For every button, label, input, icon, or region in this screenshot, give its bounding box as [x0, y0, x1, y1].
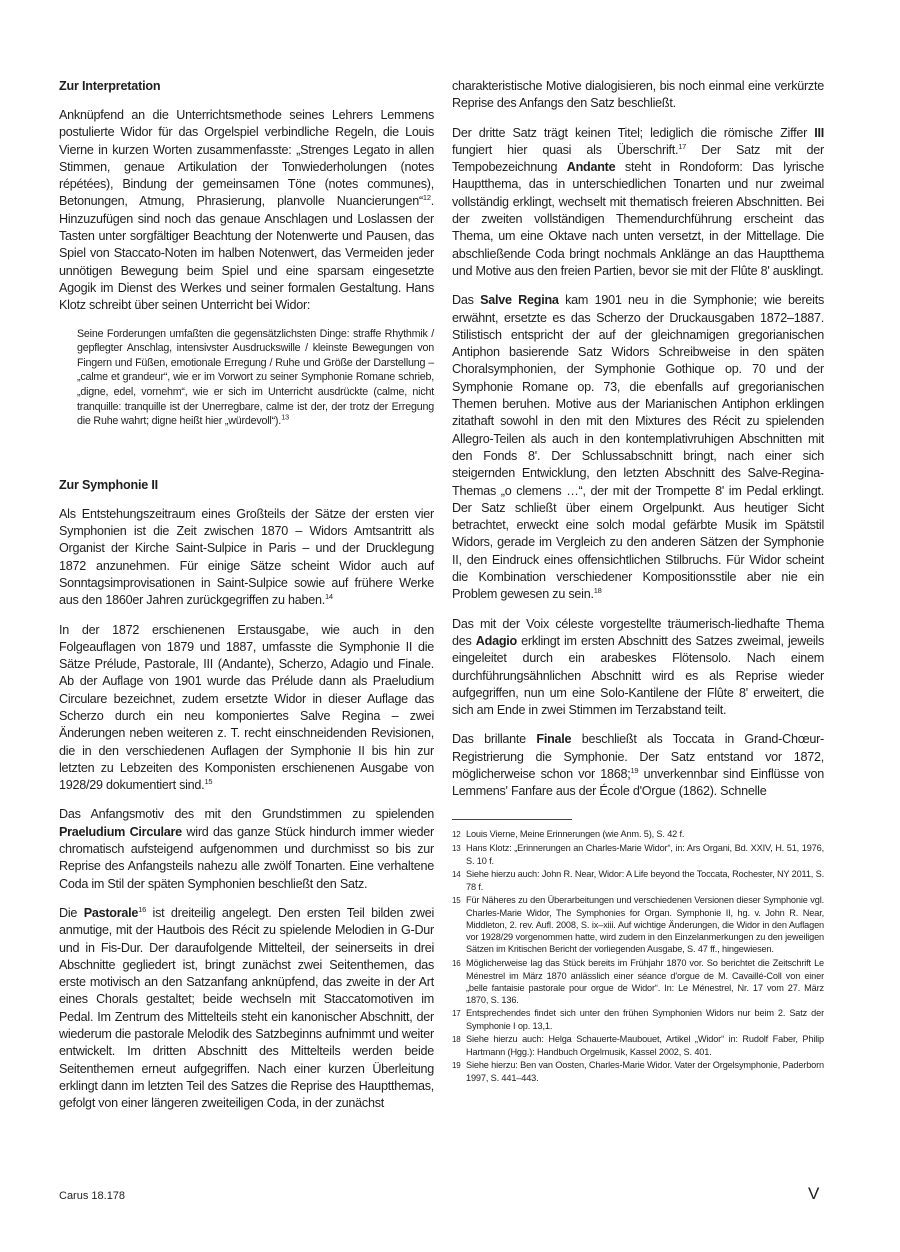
movement-title: Finale — [536, 732, 572, 747]
quote-text: Seine Forderungen umfaßten die gegensätzlichsten Dinge: straffe Rhythmik / gepflegter Anschlag, intensivster Ausdruckswille / kleinste Bewegungen von Fingern und Füßen, emotionale Erregung / Ruhe und Größe der Darstellung – „calme et grandeur“, wie er im Vorwort zu seiner Symphonie Romane schrieb, „digne, edel, vornehm“, wie er sich im Unterricht ausdrückte (calme, nicht tranquille: tranquille ist der Unerregbare, calme ist der, der trotz der Erregung die Ruhe wahrt; digne heißt hier „würdevoll“). — [77, 327, 434, 428]
paragraph-text: In der 1872 erschienenen Erstausgabe, wie auch in den Folgeauflagen von 1879 und 1887, umfasste die Symphonie II die Sätze Prélude, Pastorale, III (Andante), Scherzo, Adagio und Finale. Ab der Auflage von 1901 wurde das Prélude dann als Praeludium Circulare bezeichnet, zudem ersetzte Widor in dieser Auflage das Scherzo durch ein neu komponiertes Salve Regina – zwei Änderungen neben weiteren z. T. recht einschneidenden Revisionen, die in den verschiedenen Auflagen der Symphonie II bis hin zur letzten zu Lebzeiten des Komponisten erschienenen Ausgabe von 1928/29 dokumentiert sind. — [59, 622, 434, 793]
footnote-number: 13 — [452, 843, 461, 853]
paragraph-erstausgabe — [59, 622, 434, 795]
footnote-text: Für Näheres zu den Überarbeitungen und verschiedenen Versionen dieser Symphonie vgl. Charles-Marie Widor, The Symphonies for Organ. Symphonie II, hg. v. John R. Near, Middleton, 2. rev. Aufl. 2008, S. ix–xiii. Auf wichtige Änderungen, die Widor in den Auflagen vor 1928/29 vorgenommen hatte, wird zudem in den Einzelanmerkungen zu den jeweiligen Sätzen im Kritischen Bericht der vorliegenden Ausgabe, S. 47 ff., hingewiesen. — [466, 895, 824, 955]
footnote-ref[interactable]: 12 — [422, 193, 431, 203]
footnote-ref[interactable]: 18 — [593, 586, 602, 596]
movement-title: Andante — [566, 160, 616, 175]
paragraph-text: kam 1901 neu in die Symphonie; wie bereits erwähnt, ersetzte es das Scherzo der Druckausgaben 1872–1887. Stilistisch entspricht der auf der gleichnamigen gregorianischen Antiphon basierende Satz Widors Schreibweise in den späten Choralsymphonien, der Symphonie Gothique op. 70 und der Symphonie Romane op. 73, die ebenfalls auf gregorianischen Themen beruhen. Motive aus der Marianischen Antiphon erklingen zitathaft sowohl in den mit den Mixtures des Récit zu spielenden Allegro-Teilen als auch in den kontemplativruhigen Abschnitten mit den Fonds 8'. Der Schlussabschnitt bringt, nach einer sich steigernden Entwicklung, den letzten Abschnitt des Salve-Regina-Themas „o clemens …“, der mit der Trompette 8' im Pedal erklingt. Der Satz schließt über einem Orgelpunkt. Aus heutiger Sicht betrachtet, erweckt eine solch modal gefärbte Musik im Spätstil Widors, gerade im Vergleich zu den anderen Sätzen der Symphonie II, den Eindruck eines offensichtlichen Stilbruchs. Für Widor scheint die Kombination verschiedener Kompositionsstile aber nie ein Problem gewesen zu sein. — [452, 293, 824, 602]
section-gap — [59, 441, 434, 477]
footnote-text: Siehe hierzu auch: Helga Schauerte-Maubouet, Artikel „Widor“ in: Rudolf Faber, Philip Hartmann (Hgg.): Handbuch Orgelmusik, Kassel 2002, S. 401. — [466, 1034, 824, 1058]
footnote-item — [452, 1059, 824, 1084]
footnote-item — [452, 957, 824, 1006]
heading-symphonie: Zur Symphonie II — [59, 477, 158, 492]
footnote-number: 18 — [452, 1035, 461, 1045]
movement-title: Adagio — [475, 633, 517, 648]
movement-title: Salve Regina — [480, 293, 559, 308]
right-column — [452, 78, 824, 1085]
paragraph-text: fungiert hier quasi als Überschrift. — [452, 142, 679, 157]
footnote-item — [452, 868, 824, 893]
page-number: V — [808, 1184, 820, 1203]
paragraph-text: steht in Rondoform: Das lyrische Hauptthema, das in unterschiedlichen Tonarten und nur zweimal vollständig erklingt, wechselt mit thematisch freieren Abschnitten. Bei der zweiten vollständigen Themendurchführung erscheint das Thema, um eine Oktave nach unten versetzt, in der Mittellage. Die abschließende Coda bringt nochmals Anklänge an das Hauptthema und Motive aus den freien Partien, bevor sie mit der Flûte 8' ausklingt. — [452, 160, 824, 278]
paragraph-salve-regina — [452, 292, 824, 603]
paragraph-praeludium — [59, 806, 434, 892]
paragraph-text: beschließt als Toccata in Grand-Chœur-Registrierung die Symphonie. Der Satz entstand vor 1872, möglicherweise schon vor 1868; — [452, 732, 824, 781]
footnote-text: Louis Vierne, Meine Erinnerungen (wie Anm. 5), S. 42 f. — [466, 828, 685, 839]
left-column — [59, 78, 434, 1125]
paragraph-text: Das Anfangsmotiv des mit den Grundstimmen zu spielenden — [59, 807, 434, 822]
paragraph-andante — [452, 125, 824, 281]
footnote-ref[interactable]: 13 — [281, 412, 290, 422]
footnote-item — [452, 1007, 824, 1032]
footnote-item — [452, 1033, 824, 1058]
paragraph-pastorale — [59, 905, 434, 1113]
paragraph-continued: charakteristische Motive dialogisieren, bis noch einmal eine verkürzte Reprise des Anfangs den Satz beschließt. — [452, 79, 824, 111]
paragraph-text: wird das ganze Stück hindurch immer wieder chromatisch aufsteigend aufgenommen und durchmisst so bis zur Reprise des Anfangsteils nahezu alle zwölf Tonarten. Eine verhaltene Coda im Stil der späten Symphonien beschließt den Satz. — [59, 824, 434, 891]
footnote-item — [452, 828, 824, 841]
footnote-number: 12 — [452, 829, 461, 839]
footnote-ref[interactable]: 15 — [204, 776, 213, 786]
footnote-ref[interactable]: 19 — [630, 765, 639, 775]
footnote-ref[interactable]: 17 — [678, 141, 687, 151]
footnote-text: Entsprechendes findet sich unter den frühen Symphonien Widors nur beim 2. Satz der Symphonie I op. 13,1. — [466, 1007, 824, 1031]
paragraph-interpretation — [59, 107, 434, 315]
paragraph-text: Das brillante — [452, 732, 537, 747]
block-quote — [77, 327, 434, 429]
paragraph-text: unverkennbar sind Einflüsse von Lemmens' Fanfare aus der École d'Orgue (1862). Schnelle — [452, 766, 824, 799]
footnote-divider — [452, 819, 572, 820]
footnote-ref[interactable]: 16 — [138, 904, 146, 914]
footnote-text: Hans Klotz: „Erinnerungen an Charles-Marie Widor“, in: Ars Organi, Bd. XXIV, H. 51, 1976, S. 10 f. — [466, 842, 824, 866]
footnote-item — [452, 842, 824, 867]
paragraph-entstehung — [59, 506, 434, 610]
footnote-item — [452, 894, 824, 955]
paragraph-text: Das — [452, 293, 481, 308]
paragraph-text: Der dritte Satz trägt keinen Titel; lediglich die römische Ziffer — [452, 125, 815, 140]
footnotes — [452, 828, 824, 1085]
paragraph-text: . Hinzuzufügen sind noch das genaue Anschlagen und Loslassen der Tasten unter sorgfältiger Beachtung der Notenwerte und Pausen, das Spiel von Staccato-Noten im halben Notenwert, das Vermeiden jeder unnötigen Bewegung beim Spiel und eine sparsam eingesetzte Agogik im Dienst des Werkes und seiner formalen Gestaltung. Hans Klotz schreibt über seinen Unterricht bei Widor: — [59, 194, 434, 313]
movement-title: III — [814, 125, 824, 140]
footnote-number: 17 — [452, 1008, 461, 1018]
footnote-number: 16 — [452, 958, 461, 968]
footnote-ref[interactable]: 14 — [324, 592, 333, 602]
paragraph-adagio — [452, 616, 824, 720]
movement-title: Pastorale — [83, 905, 139, 920]
heading-interpretation: Zur Interpretation — [59, 79, 161, 93]
footer-catalog-number: Carus 18.178 — [59, 1190, 126, 1202]
paragraph-text: Die — [59, 905, 84, 920]
paragraph-finale — [452, 731, 824, 800]
paragraph-text: Anknüpfend an die Unterrichtsmethode seines Lehrers Lemmens postulierte Widor für das Orgelspiel verbindliche Regeln, die Louis Vierne in kurzen Worten zusammenfasste: „Strenges Legato in allen Stimmen, genaue Artikulation der Tonwiederholungen (notes répétées), Bindung der gemeinsamen Töne (notes communes), Betonungen, Atmung, Phrasierung, planvolle Nuancierungen“ — [59, 108, 434, 209]
paragraph-text: Das mit der Voix céleste vorgestellte träumerisch-liedhafte Thema des — [452, 616, 824, 648]
paragraph-text: Als Entstehungszeitraum eines Großteils der Sätze der ersten vier Symphonien ist die Zeit zwischen 1870 – Widors Amtsantritt als Organist der Kirche Saint-Sulpice in Paris – und der Drucklegung 1872 anzunehmen. Für einige Sätze scheint Widor auch auf Sonntagsimprovisationen in Saint-Sulpice sowie auf frühere Werke aus den 1860er Jahren zurückgegriffen zu haben. — [59, 506, 434, 608]
footnote-text: Siehe hierzu auch: John R. Near, Widor: A Life beyond the Toccata, Rochester, NY 2011, S. 78 f. — [466, 868, 824, 892]
footnote-number: 15 — [452, 896, 461, 906]
footnote-text: Siehe hierzu: Ben van Oosten, Charles-Marie Widor. Vater der Orgelsymphonie, Paderborn 1997, S. 441–443. — [466, 1060, 824, 1084]
paragraph-text: erklingt im ersten Abschnitt des Satzes zweimal, jeweils eingeleitet durch ein arabeskes Flötensolo. Nach einem durchführungsähnlichen Abschnitt wird es als Reprise wieder aufgegriffen, nun um eine Solo-Kantilene der Flûte 8' erweitert, die sich am Ende in zwei Stimmen im Terzabstand teilt. — [452, 633, 824, 718]
paragraph-text: Der Satz mit der Tempobezeichnung — [452, 142, 825, 175]
movement-title: Praeludium Circulare — [59, 824, 182, 839]
paragraph-text: ist dreiteilig angelegt. Den ersten Teil bilden zwei anmutige, mit der Hautbois des Récit zu spielende Melodien in G-Dur und in Fis-Dur. Der daraufolgende Mittelteil, der seinerseits in drei Abschnitte gegliedert ist, bringt zunächst zwei Seitenthemen, das erste motivisch an den Satzanfang anknüpfend, das zweite in der Art eines Chorals gestaltet; beide wechseln mit Staccatomotiven im Pedal. Im Zentrum des Mittelteils steht ein kanonischer Abschnitt, der wiederum die pastorale Melodik des Satzbeginns aufnimmt und weiter entwickelt. Im dritten Abschnitt des Mittelteils werden beide Seitenthemen erneut aufgegriffen. Nach einer kurzen Überleitung erklingt dann im letzten Teil des Satzes die Reprise des Hauptthemas, gefolgt von einer längeren zweiteiligen Coda, in der zunächst — [59, 905, 434, 1111]
footnote-number: 19 — [452, 1061, 461, 1071]
footnote-number: 14 — [452, 869, 461, 879]
footnote-text: Möglicherweise lag das Stück bereits im Frühjahr 1870 vor. So berichtet die Zeitschrift Le Ménestrel im März 1870 anlässlich einer séance d'orgue de M. Cavaillé-Coll von einer „belle fantaisie pastorale pour orgue de Widor“. In: Le Ménestrel, Nr. 17 vom 27. März 1870, S. 136. — [466, 957, 824, 1005]
